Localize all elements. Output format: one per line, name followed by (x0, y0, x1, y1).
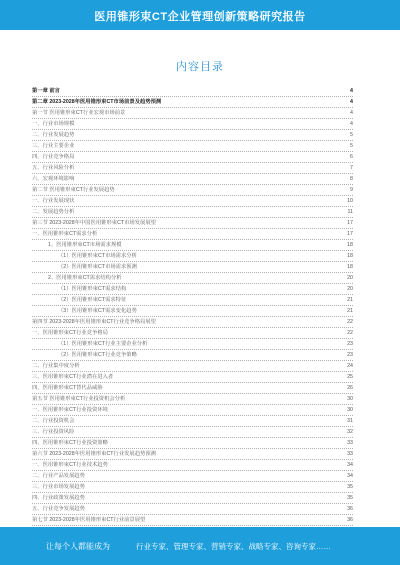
toc-entry-page: 10 (347, 198, 353, 204)
toc-entry-page: 33 (347, 451, 353, 457)
toc-entry-title: 三、行业投资风险 (32, 429, 75, 435)
table-of-contents (32, 86, 353, 526)
toc-entry-page: 4 (350, 110, 353, 116)
toc-entry-title: 第四节 2023-2028年医用锥形束CT行业竞争格局展望 (32, 319, 156, 325)
toc-entry[interactable] (32, 108, 353, 119)
toc-entry[interactable] (32, 229, 353, 240)
toc-entry-page: 8 (350, 176, 353, 182)
toc-entry-title: （3）医用锥形束CT需求变化趋势 (58, 308, 137, 314)
toc-entry-page: 32 (347, 429, 353, 435)
toc-entry[interactable] (32, 295, 353, 306)
toc-entry[interactable] (32, 339, 353, 350)
toc-entry-title: （2）医用锥形束CT市场需求预测 (58, 264, 137, 270)
toc-entry[interactable] (32, 482, 353, 493)
toc-entry-title: （2）医用锥形束CT行业竞争策略 (58, 352, 137, 358)
toc-entry[interactable] (32, 207, 353, 218)
toc-entry[interactable] (32, 152, 353, 163)
toc-entry-page: 18 (347, 264, 353, 270)
toc-entry[interactable] (32, 196, 353, 207)
toc-entry-page: 35 (347, 484, 353, 490)
toc-entry-title: 五、行业风险分析 (32, 165, 75, 171)
toc-entry-title: 2、医用锥形束CT需求结构分析 (48, 275, 122, 281)
toc-entry[interactable] (32, 273, 353, 284)
toc-entry[interactable] (32, 251, 353, 262)
toc-entry[interactable] (32, 416, 353, 427)
toc-entry-page: 11 (347, 209, 353, 215)
toc-entry-page: 34 (347, 462, 353, 468)
toc-entry-title: 四、医用锥形束CT替代品威胁 (32, 385, 103, 391)
toc-entry-page: 4 (350, 121, 353, 127)
toc-entry[interactable] (32, 141, 353, 152)
footer-slogan: 让每个人都能成为 (46, 542, 110, 551)
toc-entry[interactable] (32, 449, 353, 460)
toc-entry-page: 36 (347, 517, 353, 523)
toc-entry[interactable] (32, 130, 353, 141)
toc-entry[interactable] (32, 284, 353, 295)
toc-entry-title: 二、行业产品发展趋势 (32, 473, 85, 479)
toc-entry-page: 24 (347, 363, 353, 369)
toc-entry-title: 一、医用锥形束CT需求分析 (32, 231, 98, 237)
toc-entry-page: 23 (347, 341, 353, 347)
toc-entry-page: 33 (347, 440, 353, 446)
toc-entry[interactable] (32, 361, 353, 372)
toc-entry[interactable] (32, 438, 353, 449)
toc-entry-title: 第七节 2023-2028年医用锥形束CT行业前景展望 (32, 517, 146, 523)
toc-entry-page: 30 (347, 396, 353, 402)
toc-entry-title: 第一章 前言 (32, 88, 60, 94)
toc-entry-title: 四、行业政策发展趋势 (32, 495, 85, 501)
toc-entry-page: 18 (347, 242, 353, 248)
toc-entry-title: （2）医用锥形束CT需求特征 (58, 297, 127, 303)
toc-entry[interactable] (32, 119, 353, 130)
toc-entry[interactable] (32, 350, 353, 361)
toc-entry-page: 36 (347, 506, 353, 512)
toc-entry-title: 第一节 医用锥形束CT行业宏观市场前景 (32, 110, 126, 116)
page-footer (0, 527, 400, 565)
toc-entry-page: 34 (347, 473, 353, 479)
toc-entry-title: 第五节 医用锥形束CT行业投资机会分析 (32, 396, 126, 402)
footer-tagline: 行业专家、管理专家、营销专家、战略专家、咨询专家…… (136, 542, 331, 551)
toc-entry-page: 22 (347, 330, 353, 336)
toc-entry-title: 1、医用锥形束CT市场需求规模 (48, 242, 122, 248)
toc-entry-title: 三、行业主要企业 (32, 143, 75, 149)
toc-entry[interactable] (32, 174, 353, 185)
toc-entry[interactable] (32, 394, 353, 405)
toc-entry-title: 六、宏观环境影响 (32, 176, 75, 182)
toc-entry[interactable] (32, 383, 353, 394)
toc-entry-page: 5 (350, 143, 353, 149)
toc-entry-page: 31 (347, 418, 353, 424)
toc-entry[interactable] (32, 262, 353, 273)
toc-entry-page: 17 (347, 220, 353, 226)
toc-entry[interactable] (32, 185, 353, 196)
toc-entry-title: （1）医用锥形束CT市场需求分析 (58, 253, 137, 259)
toc-entry[interactable] (32, 427, 353, 438)
toc-entry-title: 一、医用锥形束CT行业投资环境 (32, 407, 108, 413)
toc-entry-title: 第二章 2023-2028年医用锥形束CT市场前景及趋势预测 (32, 99, 162, 105)
toc-entry[interactable] (32, 515, 353, 526)
toc-entry-title: 第三节 2023-2028年中国医用锥形束CT市场发展展望 (32, 220, 156, 226)
toc-entry[interactable] (32, 372, 353, 383)
toc-entry-page: 4 (350, 88, 353, 94)
toc-entry[interactable] (32, 328, 353, 339)
toc-entry-page: 7 (350, 165, 353, 171)
toc-entry-title: （1）医用锥形束CT行业主要企业分析 (58, 341, 148, 347)
toc-entry[interactable] (32, 86, 353, 97)
toc-entry-page: 25 (347, 374, 353, 380)
toc-entry-page: 21 (347, 308, 353, 314)
toc-entry-page: 22 (347, 319, 353, 325)
toc-entry[interactable] (32, 471, 353, 482)
toc-entry[interactable] (32, 493, 353, 504)
toc-entry-page: 23 (347, 352, 353, 358)
toc-entry[interactable] (32, 97, 353, 108)
toc-entry-title: 三、行业市场发展趋势 (32, 484, 85, 490)
toc-entry-page: 35 (347, 495, 353, 501)
toc-entry[interactable] (32, 306, 353, 317)
toc-entry[interactable] (32, 504, 353, 515)
toc-entry-title: 第二节 医用锥形束CT行业发展趋势 (32, 187, 115, 193)
toc-entry[interactable] (32, 317, 353, 328)
toc-entry-page: 5 (350, 132, 353, 138)
toc-entry-page: 20 (347, 286, 353, 292)
toc-entry-title: 一、医用锥形束CT行业技术趋势 (32, 462, 108, 468)
toc-entry-page: 18 (347, 253, 353, 259)
report-title: 医用锥形束CT企业管理创新策略研究报告 (94, 11, 306, 23)
toc-entry-title: 二、行业集中度分析 (32, 363, 80, 369)
toc-heading: 内容目录 (176, 61, 224, 73)
toc-entry-title: 五、行业竞争发展趋势 (32, 506, 85, 512)
toc-entry-title: 四、行业竞争格局 (32, 154, 75, 160)
toc-entry-page: 17 (347, 231, 353, 237)
toc-entry-page: 6 (350, 154, 353, 160)
toc-entry-title: 第六节 2023-2028年医用锥形束CT行业发展趋势预测 (32, 451, 156, 457)
toc-entry-page: 30 (347, 407, 353, 413)
toc-entry-page: 4 (350, 99, 353, 105)
toc-entry-page: 20 (347, 275, 353, 281)
toc-entry-title: 二、行业投资机会 (32, 418, 75, 424)
toc-entry-title: 一、行业发展现状 (32, 198, 75, 204)
toc-entry[interactable] (32, 460, 353, 471)
toc-entry-title: 二、行业发展趋势 (32, 132, 75, 138)
toc-entry-title: 一、行业市场规模 (32, 121, 75, 127)
toc-entry-title: 三、医用锥形束CT行业潜在进入者 (32, 374, 114, 380)
toc-entry-title: 一、医用锥形束CT行业竞争格局 (32, 330, 108, 336)
toc-entry[interactable] (32, 218, 353, 229)
toc-entry-title: 二、发展趋势分析 (32, 209, 75, 215)
toc-entry[interactable] (32, 405, 353, 416)
toc-entry-page: 9 (350, 187, 353, 193)
toc-entry[interactable] (32, 163, 353, 174)
toc-entry-title: 四、医用锥形束CT行业投资策略 (32, 440, 108, 446)
toc-entry-title: （1）医用锥形束CT需求结构 (58, 286, 127, 292)
toc-entry[interactable] (32, 240, 353, 251)
page-header (0, 0, 400, 30)
toc-entry-page: 21 (347, 297, 353, 303)
toc-entry-page: 26 (347, 385, 353, 391)
